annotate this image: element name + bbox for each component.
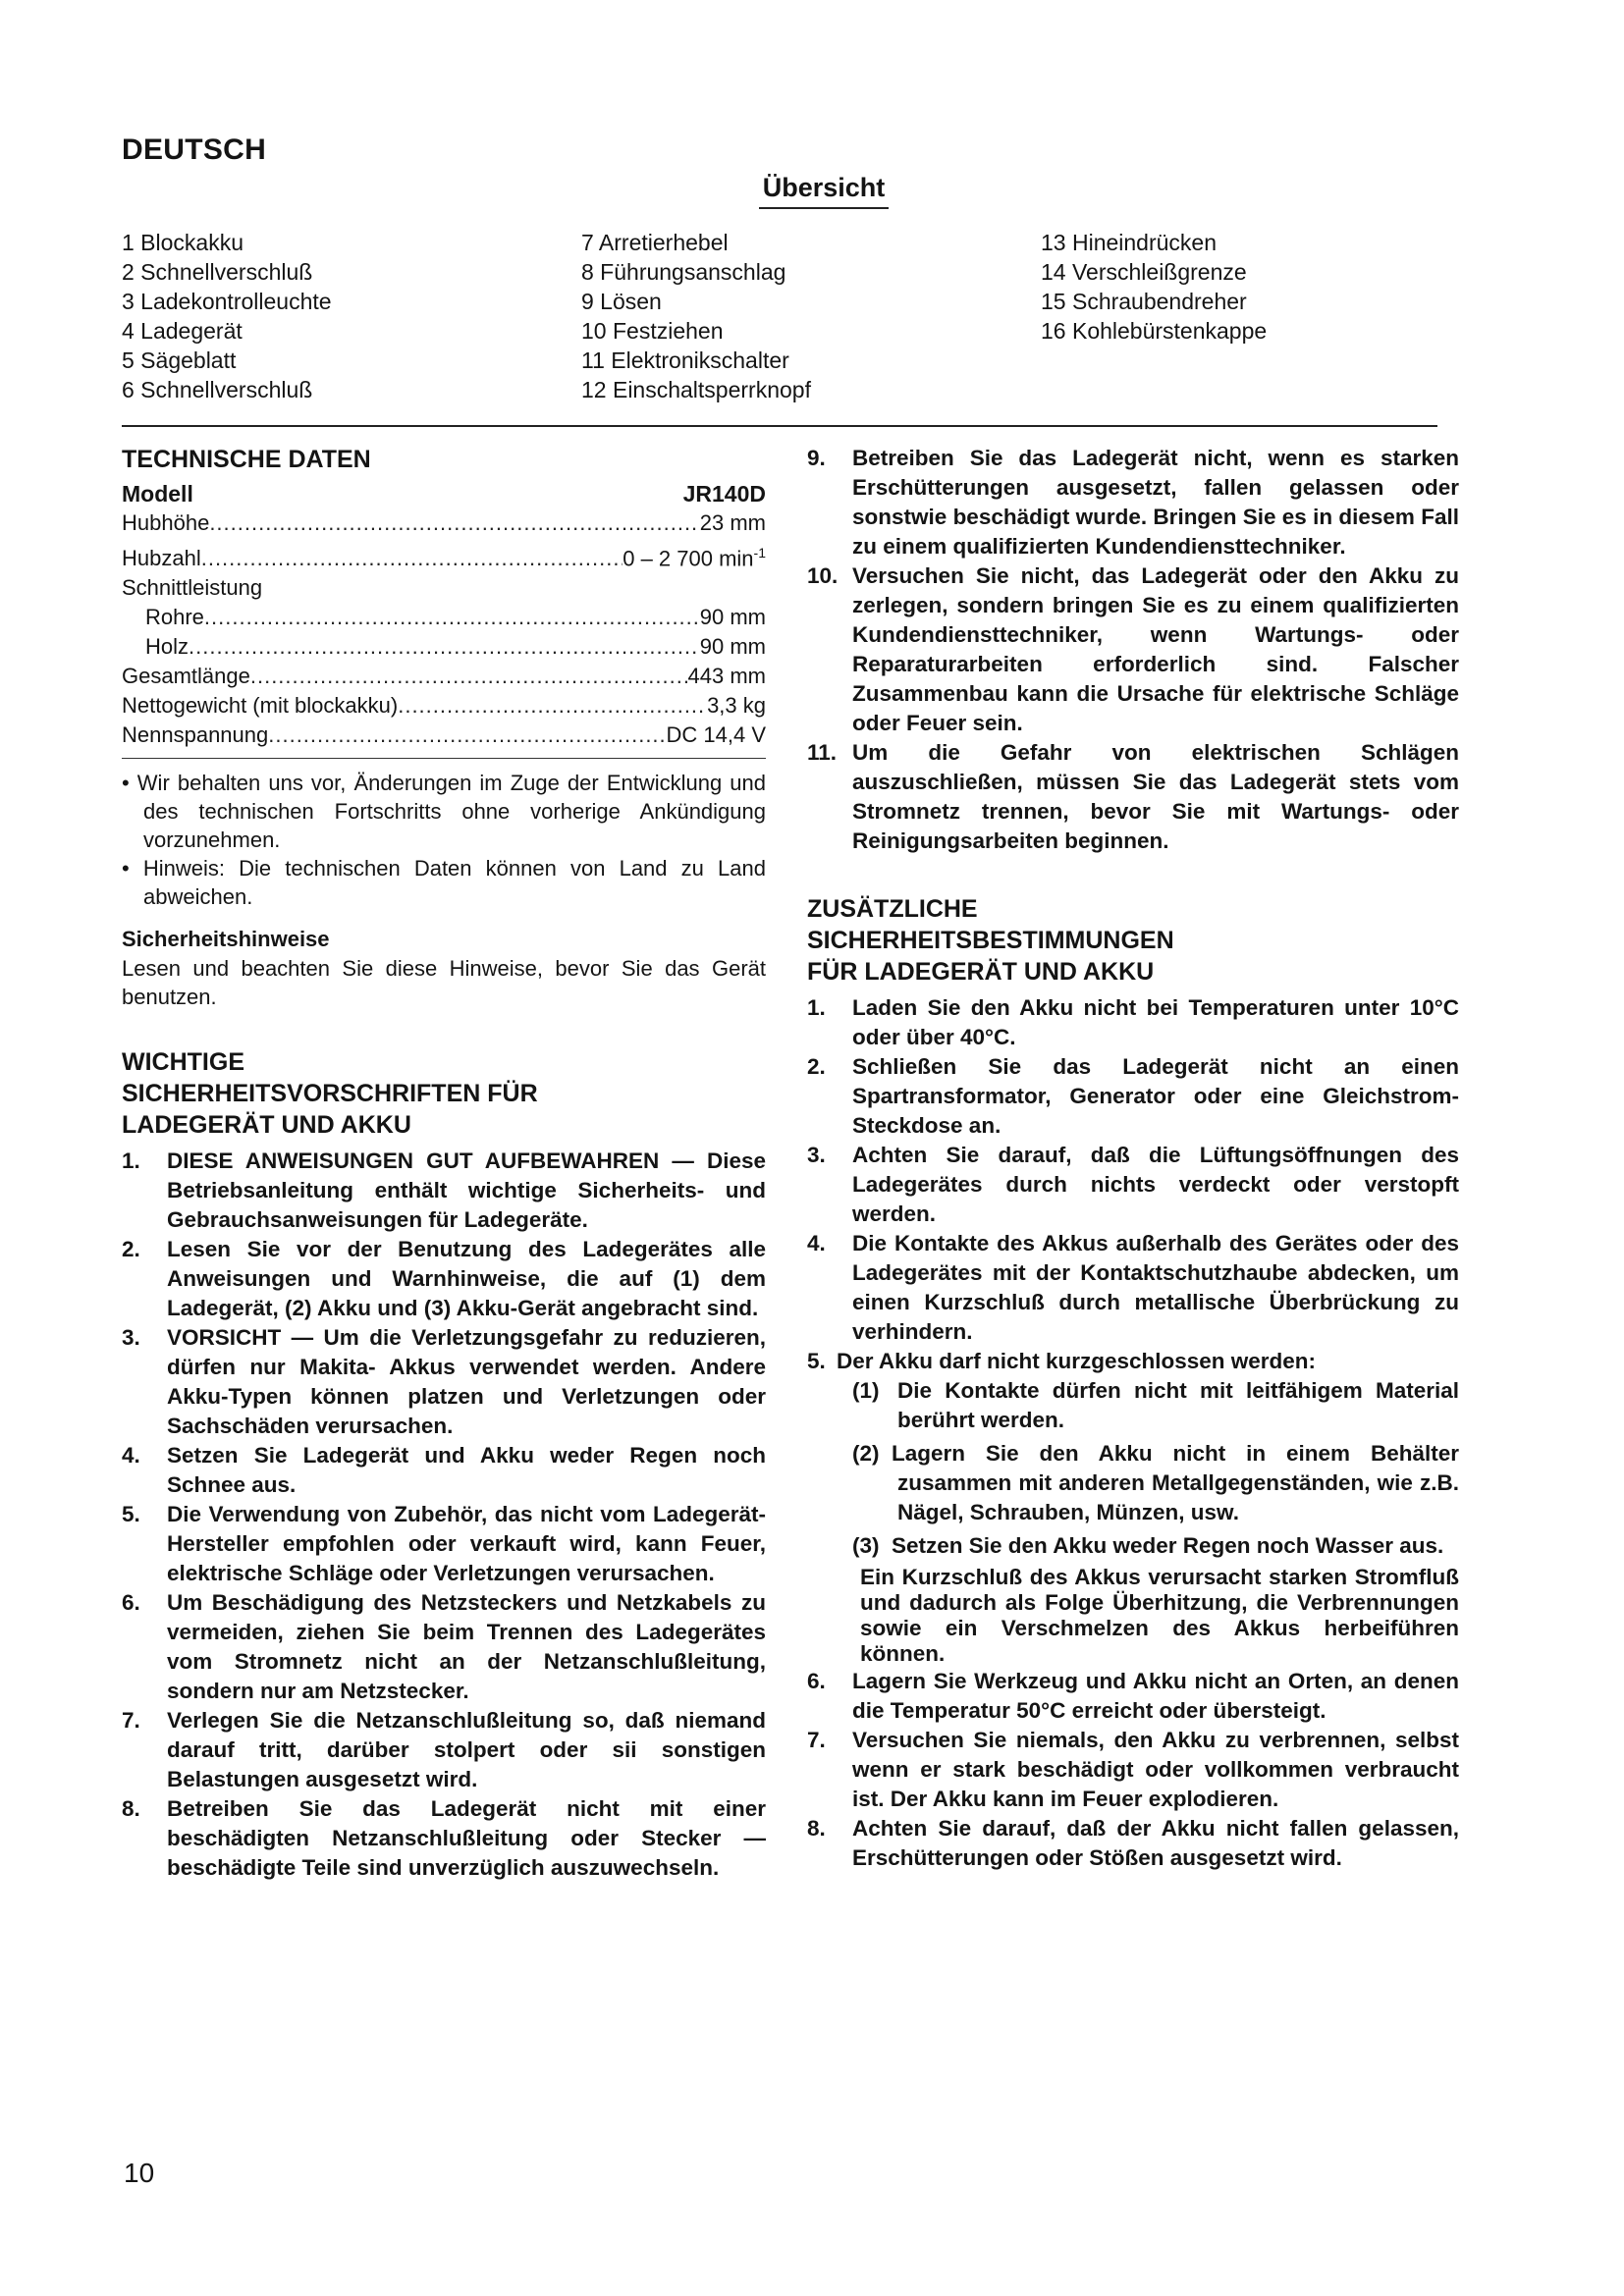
list-item: 5. Die Verwendung von Zubehör, das nicht vom Ladegerät-Hersteller empfohlen oder verkauft wird, kann Feuer, elektrische Schläge oder Verletzungen verursachen. [122,1502,766,1586]
spec-value: 443 mm [687,664,766,689]
sub-list-item: (2) Lagern Sie den Akku nicht in einem Behälter zusammen mit anderen Metallgegenständen, wie z.B. Nägel, Schrauben, Münzen, usw. [852,1441,1459,1524]
important-list [122,1147,766,1883]
spec-label: Nettogewicht (mit blockakku) [122,693,399,719]
page-number: 10 [124,2158,155,2188]
list-item: 2. Schließen Sie das Ladegerät nicht an einen Spartransformator, Generator oder eine Gleichstrom-Steckdose an. [807,1054,1459,1138]
overview-item: 14 Verschleißgrenze [1041,259,1247,285]
right-column [807,444,1459,1873]
list-item: 3. Achten Sie darauf, daß die Lüftungsöffnungen des Ladegerätes durch nichts verdeckt oder verstopft werden. [807,1143,1459,1226]
specs-model-row [122,479,766,508]
overview-item: 2 Schnellverschluß [122,259,313,285]
overview-item: 8 Führungsanschlag [581,259,786,285]
overview-column-1 [122,228,332,404]
overview-item: 4 Ladegerät [122,318,243,344]
important-title: WICHTIGE SICHERHEITSVORSCHRIFTEN FÜR LADEGERÄT UND AKKU [122,1048,538,1140]
list-item: 8. Achten Sie darauf, daß der Akku nicht fallen gelassen, Erschütterungen oder Stößen ausgesetzt wird. [807,1816,1459,1870]
specs-divider [122,758,766,759]
overview-title-text: Übersicht [759,173,890,209]
list-item: 5. Der Akku darf nicht kurzgeschlossen werden: [807,1349,1317,1373]
list-item: 3. VORSICHT — Um die Verletzungsgefahr zu reduzieren, dürfen nur Makita- Akkus verwendet werden. Andere Akku-Typen können platzen und Verletzungen oder Sachschäden verursachen. [122,1325,766,1439]
sub-list-item: (3) Setzen Sie den Akku weder Regen noch Wasser aus. [852,1533,1444,1558]
overview-item: 16 Kohlebürstenkappe [1041,318,1268,344]
spec-label: Hubhöhe [122,510,210,535]
spec-value: 0 – 2 700 $\min^{-1}$ [623,545,766,571]
overview-item: 6 Schnellverschluß [122,377,313,402]
list-item: 9. Betreiben Sie das Ladegerät nicht, wenn es starken Erschütterungen ausgesetzt, fallen gelassen oder sonstwie beschädigt wurde. Bringen Sie es in diesem Fall zu einem qualifizierten Kundendiensttechniker. [807,446,1459,559]
model-label: Modell [122,481,193,507]
additional-title: ZUSÄTZLICHE SICHERHEITSBESTIMMUNGEN FÜR LADEGERÄT UND AKKU [807,895,1174,986]
overview-item: 7 Arretierhebel [581,230,729,255]
overview-column-3 [1041,228,1267,346]
specs-table [122,508,766,750]
list-item: 10. Versuchen Sie nicht, das Ladegerät oder den Akku zu zerlegen, sondern bringen Sie es zu einem qualifizierten Kundendiensttechniker, wenn Wartungs- oder Reparaturarbeiten erforderlich sind. Falscher Zusammenbau kann die Ursache für elektrische Schläge oder Feuer sein. [807,563,1459,735]
spec-note: • Hinweis: Die technischen Daten können von Land zu Land abweichen. [122,854,766,911]
language-heading: DEUTSCH [122,133,267,166]
overview-item: 11 Elektronikschalter [581,347,789,373]
spec-row [122,508,766,538]
spec-row [122,721,766,750]
sub-list-item: (1) Die Kontakte dürfen nicht mit leitfähigem Material berührt werden. [852,1378,1459,1432]
spec-value-exponent: -1 [753,545,766,561]
overview-column-2 [581,228,811,404]
list-item: 4. Die Kontakte des Akkus außerhalb des Gerätes oder des Ladegerätes mit der Kontaktschutzhaube abdecken, um einen Kurzschluß durch metallische Überbrückung zu verhindern. [807,1231,1459,1344]
spec-row [122,662,766,691]
section-divider [122,425,1437,427]
spec-value: 90 mm [699,634,766,660]
overview-item: 15 Schraubendreher [1041,289,1247,314]
spec-label: Rohre [145,605,204,630]
list-item: 11. Um die Gefahr von elektrischen Schlägen auszuschließen, müssen Sie das Ladegerät stets vom Stromnetz trennen, bevor Sie mit Wartungs- oder Reinigungsarbeiten beginnen. [807,740,1459,853]
specs-title: TECHNISCHE DATEN [122,446,371,473]
overview-item: 3 Ladekontrolleuchte [122,289,332,314]
spec-label: Nennspannung [122,722,269,748]
spec-value: 90 mm [699,605,766,630]
list-item: 7. Versuchen Sie niemals, den Akku zu verbrennen, selbst wenn er stark beschädigt oder vollkommen verbraucht ist. Der Akku kann im Feuer explodieren. [807,1728,1459,1811]
overview-item: 9 Lösen [581,289,662,314]
spec-value: 23 mm [699,510,766,535]
list-item: 8. Betreiben Sie das Ladegerät nicht mit einer beschädigten Netzanschlußleitung oder Stecker — beschädigte Teile sind unverzüglich auszuwechseln. [122,1796,766,1881]
short-circuit-note: Ein Kurzschluß des Akkus verursacht starken Stromfluß und dadurch als Folge Überhitzung, die Verbrennungen sowie ein Verschmelzen des Akkus herbeiführen können. [860,1565,1459,1666]
safety-text: Lesen und beachten Sie diese Hinweise, bevor Sie das Gerät benutzen. [122,956,766,1010]
spec-value: 3,3 kg [707,693,766,719]
additional-list [807,993,1459,1376]
spec-label: Hubzahl [122,546,201,571]
left-column [122,444,766,1883]
overview-item: 10 Festziehen [581,318,724,344]
spec-note: • Wir behalten uns vor, Änderungen im Zuge der Entwicklung und des technischen Fortschritts ohne vorherige Ankündigung vorzunehmen. [122,769,766,854]
overview-item: 13 Hineindrücken [1041,230,1218,255]
overview-item: 12 Einschaltsperrknopf [581,377,811,402]
list-item: 6. Lagern Sie Werkzeug und Akku nicht an Orten, an denen die Temperatur 50°C erreicht oder übersteigt. [807,1669,1459,1723]
list-item: 1. Laden Sie den Akku nicht bei Temperaturen unter 10°C oder über 40°C. [807,995,1459,1049]
additional-sublist [807,1376,1459,1561]
spec-value: DC 14,4 V [666,722,766,748]
spec-label: Gesamtlänge [122,664,250,689]
overview-title [0,173,1624,209]
spec-row [122,691,766,721]
overview-item: 5 Sägeblatt [122,347,237,373]
list-item: 7. Verlegen Sie die Netzanschlußleitung so, daß niemand darauf tritt, darüber stolpert oder sii sonstigen Belastungen ausgesetzt wird. [122,1708,766,1792]
spec-row [122,538,766,573]
overview-item: 1 Blockakku [122,230,244,255]
list-item: 4. Setzen Sie Ladegerät und Akku weder Regen noch Schnee aus. [122,1443,766,1498]
list-item: 6. Um Beschädigung des Netzsteckers und Netzkabels zu vermeiden, ziehen Sie beim Trennen des Ladegerätes vom Stromnetz nicht an der Netzanschlußleitung, sondern nur am Netzstecker. [122,1590,766,1704]
additional-list-continued [807,1667,1459,1873]
spec-row [122,603,766,632]
important-list-continued [807,444,1459,856]
spec-label: Schnittleistung [122,575,263,601]
spec-label: Holz [145,634,189,660]
list-item: 2. Lesen Sie vor der Benutzung des Ladegerätes alle Anweisungen und Warnhinweise, die auf (1) dem Ladegerät, (2) Akku und (3) Akku-Gerät angebracht sind. [122,1237,766,1321]
safety-title: Sicherheitshinweise [122,927,330,952]
list-item: 1. DIESE ANWEISUNGEN GUT AUFBEWAHREN — Diese Betriebsanleitung enthält wichtige Sicherheits- und Gebrauchsanweisungen für Ladegeräte. [122,1148,766,1233]
spec-row [122,573,766,603]
spec-row [122,632,766,662]
model-value: JR140D [682,481,766,507]
